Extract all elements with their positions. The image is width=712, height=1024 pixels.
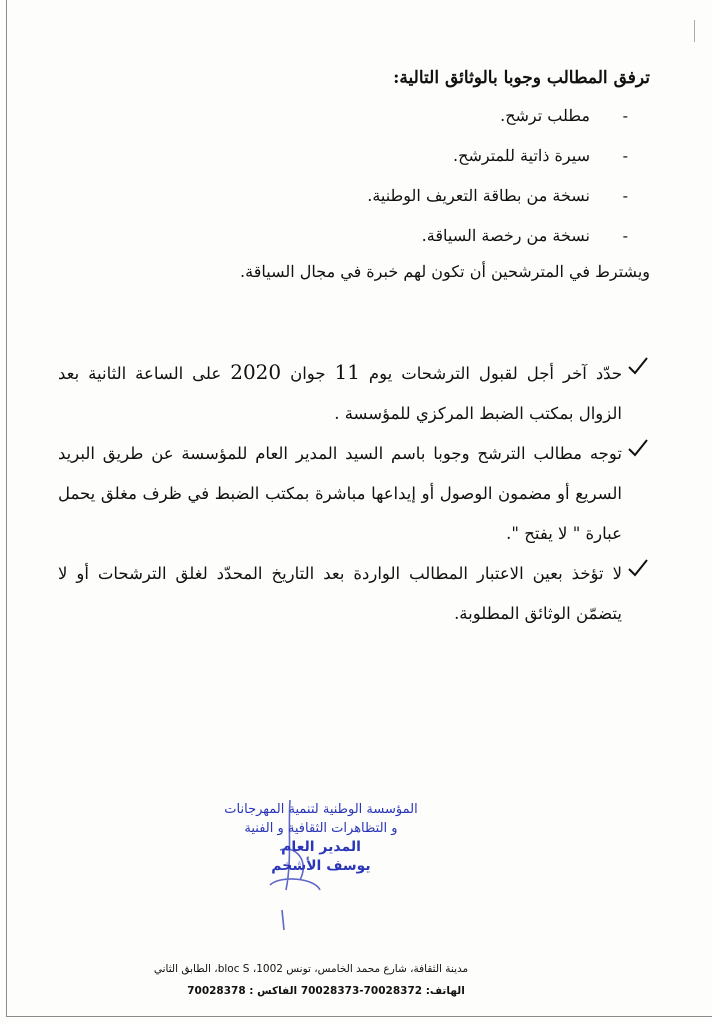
check-icon: [626, 556, 650, 580]
footer-phone: الهاتف: 70028372-70028373 الفاكس : 70028378: [187, 985, 465, 997]
experience-condition: ويشترط في المترشحين أن تكون لهم خبرة في مجال السياقة.: [240, 262, 650, 281]
requirements-list: [50, 104, 650, 248]
stamp-name: يوسف الأشخم: [271, 858, 371, 874]
check-icon: [626, 354, 650, 378]
scan-mark: [694, 20, 695, 42]
requirements-heading: ترفق المطالب وجوبا بالوثائق التالية:: [393, 68, 650, 88]
list-item: [50, 184, 628, 208]
note-late-applications: [58, 554, 650, 634]
list-item: [50, 224, 628, 248]
note-deadline-text-end: على الساعة الثانية بعد الزوال بمكتب الضبط المركزي للمؤسسة .: [58, 364, 622, 423]
official-stamp: [206, 800, 436, 900]
check-icon: [626, 436, 650, 460]
footer-address: مدينة الثقافة، شارع محمد الخامس، تونس 1002، bloc S، الطابق الثاني: [153, 963, 469, 975]
notes-section: [58, 352, 650, 634]
stamp-title: المدير العام: [281, 839, 361, 855]
deadline-day: 11: [334, 360, 360, 384]
note-late-text: لا تؤخذ بعين الاعتبار المطالب الواردة بعد التاريخ المحدّد لغلق الترشحات أو لا يتضمّن الوثائق المطلوبة.: [58, 564, 622, 623]
requirement-text: سيرة ذاتية للمترشح.: [453, 146, 590, 165]
list-item: [50, 144, 628, 168]
requirement-text: مطلب ترشح.: [500, 106, 590, 125]
stamp-institution: المؤسسة الوطنية لتنمية المهرجانات: [224, 802, 418, 817]
dash-bullet: -: [622, 226, 628, 245]
dash-bullet: -: [622, 146, 628, 165]
note-deadline-text-start: حدّد آخر أجل لقبول الترشحات يوم: [368, 364, 623, 383]
dash-bullet: -: [622, 106, 628, 125]
list-item: [50, 104, 628, 128]
footer: [0, 958, 712, 1002]
stamp-institution-cont: و التظاهرات الثقافية و الفنية: [244, 821, 398, 836]
requirement-text: نسخة من بطاقة التعريف الوطنية.: [367, 186, 590, 205]
requirements-section: [50, 64, 650, 284]
note-submission: [58, 434, 650, 554]
requirement-text: نسخة من رخصة السياقة.: [421, 226, 590, 245]
scan-border-left: [6, 0, 7, 1016]
dash-bullet: -: [622, 186, 628, 205]
note-deadline: [58, 352, 650, 434]
deadline-month: جوان: [290, 364, 326, 383]
note-submission-text: توجه مطالب الترشح وجوبا باسم السيد المدير العام للمؤسسة عن طريق البريد السريع أو مضمون الوصول أو إيداعها مباشرة بمكتب الضبط في ظرف مغلق يحمل عبارة " لا يفتح ".: [58, 444, 622, 543]
deadline-year: 2020: [230, 360, 282, 384]
scan-border-bottom: [6, 1016, 712, 1017]
